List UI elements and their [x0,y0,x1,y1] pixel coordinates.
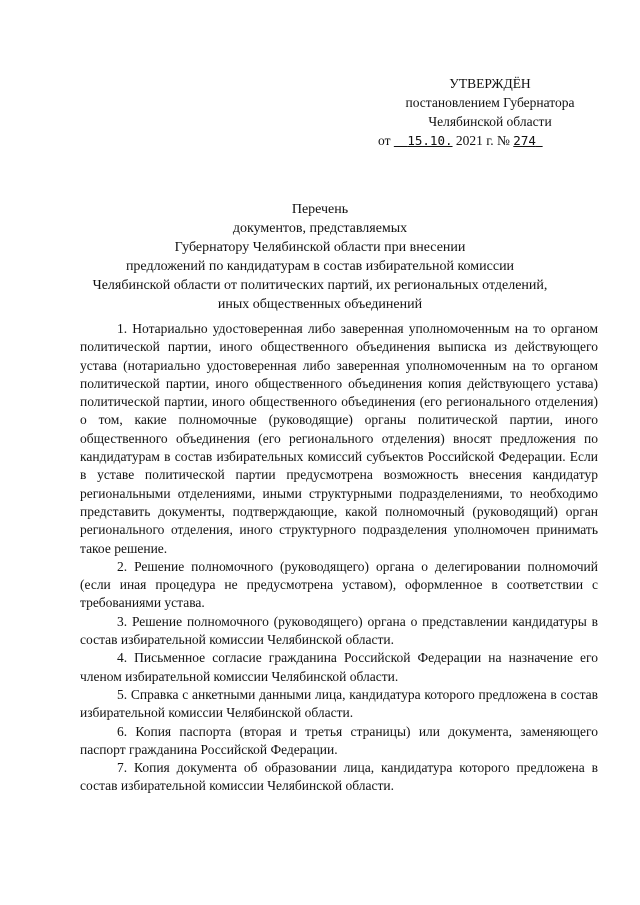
approval-stamp [370,74,610,150]
title-line-5: Челябинской области от политических партий, их региональных отделений, [92,278,548,293]
list-item: 6. Копия паспорта (вторая и третья страницы) или документа, заменяющего паспорт гражданина Российской Федерации. [80,723,598,757]
list-item: 2. Решение полномочного (руководящего) органа о делегировании полномочий (если иная процедура не предусмотрена уставом), оформленное в соответствии с требованиями устава. [80,558,598,611]
approval-line-2: Челябинской области [428,114,552,129]
date-underline-leading [394,133,408,148]
approval-year: 2021 г. № [455,133,510,148]
approval-date: 15.10. [407,133,453,148]
document-list [80,320,598,796]
approval-heading: УТВЕРЖДЁН [449,76,531,91]
document-title [80,200,560,314]
list-item: 3. Решение полномочного (руководящего) органа о представлении кандидатуры в состав избирательной комиссии Челябинской области. [80,613,598,648]
title-line-3: Губернатору Челябинской области при внесении [174,240,466,255]
list-item: 4. Письменное согласие гражданина Российской Федерации на назначение его членом избирательной комиссии Челябинской области. [80,650,598,684]
title-line-2: документов, представляемых [232,221,408,236]
list-item: 7. Копия документа об образовании лица, кандидатура которого предложена в состав избирательной комиссии Челябинской области. [80,760,598,794]
list-item: 5. Справка с анкетными данными лица, кандидатура которого предложена в состав избирательной комиссии Челябинской области. [80,686,598,721]
list-item: 1. Нотариально удостоверенная либо заверенная уполномоченным на то органом политической партии, иного общественного объединения выписка из действующего устава (нотариально удостоверенная либо заверенная уполномоченным на то органом политической партии, иного общественного объединения копия действующего устава) политической партии, иного общественного объединения (его регионального отделения) о том, какие полномочные (руководящие) органы политической партии, иного общественного объединения (его регионального отделения) вносят предложения по кандидатурам в состав избирательных комиссий субъектов Российской Федерации. Если в уставе политической партии предусмотрена возможность внесения кандидатур региональными отделениями, иными структурными подразделениями, то необходимо представить документы, подтверждающие, какой полномочный (руководящий) орган регионального отделения, иного структурного подразделения уполномочен принимать такое решение. [80,321,598,556]
number-underline-trailing [536,133,543,148]
approval-number: 274 [513,133,536,148]
date-prefix: от [378,133,391,148]
approval-date-line [370,131,610,150]
title-line-1: Перечень [291,202,349,217]
approval-line-1: постановлением Губернатора [405,95,575,110]
title-line-4: предложений по кандидатурам в состав избирательной комиссии [125,259,515,274]
title-line-6: иных общественных объединений [217,297,423,312]
